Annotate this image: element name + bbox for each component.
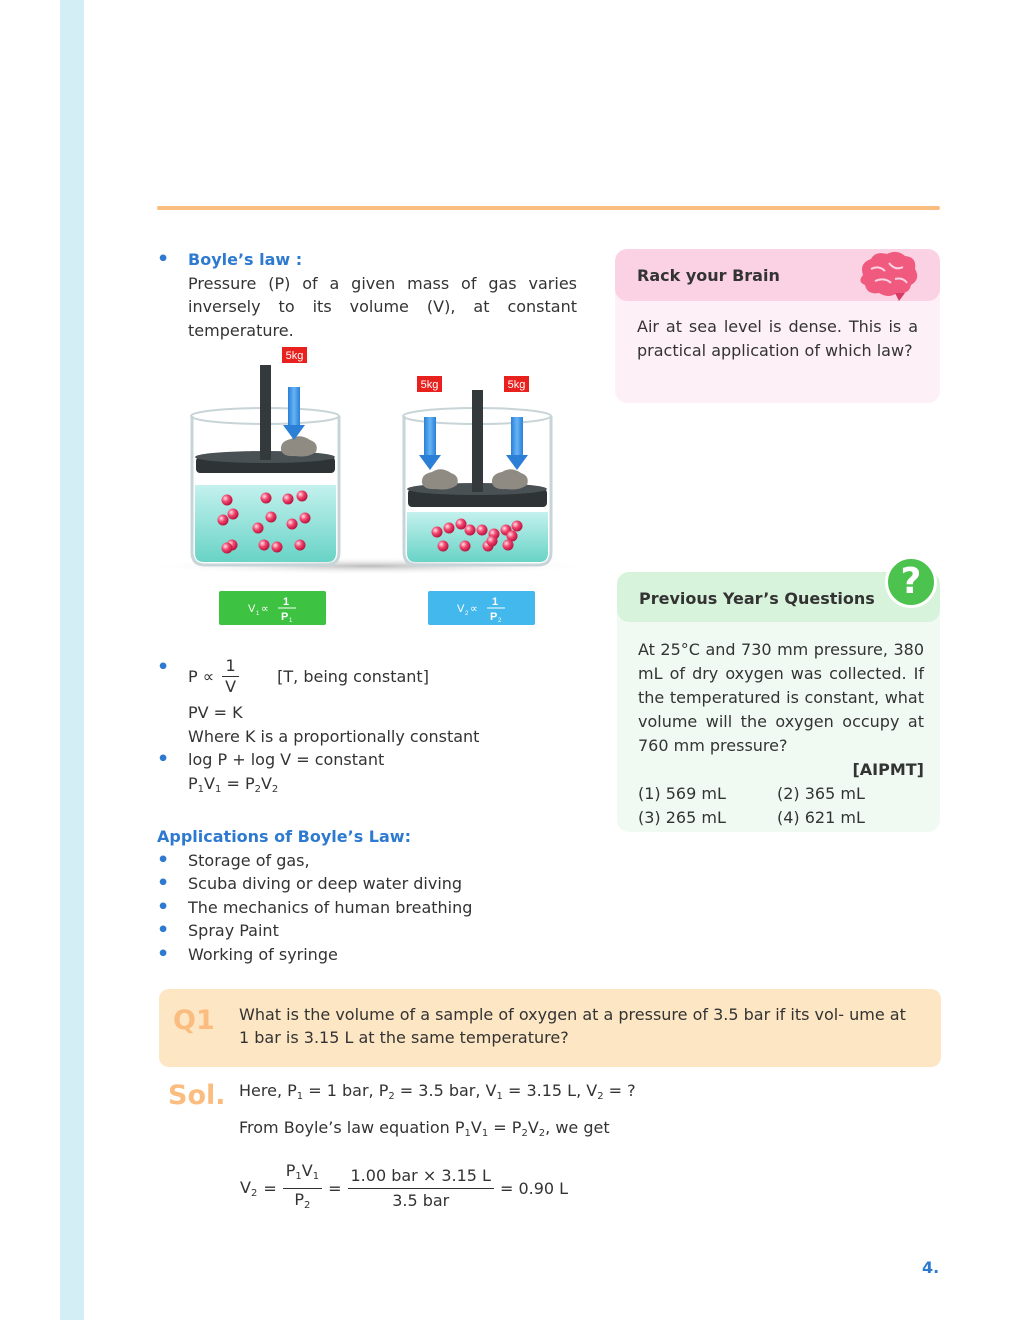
application-item: • Scuba diving or deep water diving <box>157 872 577 896</box>
pv-k-line: PV = K <box>188 703 243 722</box>
eq-sub-d: 2 <box>271 783 279 795</box>
application-item: • Working of syringe <box>157 943 577 967</box>
question-mark-glyph: ? <box>900 561 922 602</box>
solution-law <box>239 1118 610 1139</box>
p-prop-num: 1 <box>222 656 239 677</box>
stone-left <box>281 436 317 456</box>
eq-p1: P <box>188 773 198 793</box>
sol-text: Here, P <box>239 1081 297 1100</box>
sol-sub: 2 <box>538 1128 546 1139</box>
arrow-right-a-head <box>419 455 441 470</box>
sol-sub: 1 <box>481 1128 489 1139</box>
sol-text: From Boyle’s law equation P <box>239 1118 465 1137</box>
sol-text: V <box>470 1118 482 1137</box>
p-prop-den: V <box>225 677 237 696</box>
eq-lhs-sub: 2 <box>250 1188 258 1199</box>
eq-fraction-2 <box>348 1164 494 1213</box>
application-item: • Spray Paint <box>157 919 577 943</box>
stone-right-a <box>422 469 458 489</box>
sol-sub: 2 <box>388 1091 395 1102</box>
application-item: • Storage of gas, <box>157 849 577 873</box>
formula-right-den: P <box>490 611 498 623</box>
eq-f2-num: 1.00 bar × 3.15 L <box>348 1164 494 1189</box>
formula-right-prop: ∝ <box>470 602 478 615</box>
sol-sub: 1 <box>295 1171 302 1182</box>
condition-text: [T, being constant] <box>277 666 429 686</box>
brain-icon <box>855 249 921 301</box>
pyq-options <box>638 782 924 830</box>
eq-fraction-1 <box>283 1160 322 1217</box>
boyles-law-bullet <box>157 248 577 342</box>
p1v1-equation <box>157 772 577 802</box>
eq-f1-num <box>283 1160 322 1189</box>
page-number: 4. <box>922 1258 940 1277</box>
sol-text: P <box>285 1161 296 1180</box>
sol-text: P <box>294 1190 305 1209</box>
sol-sub: 1 <box>312 1171 320 1182</box>
proportionality-bullet <box>157 656 577 697</box>
arrow-right-b-shaft <box>511 417 523 457</box>
weight-label-left: 5kg <box>285 350 304 362</box>
rack-your-brain-header <box>615 249 940 301</box>
boyles-law-heading: • Boyle’s law : <box>188 250 303 269</box>
eq-equals: = <box>263 1179 277 1198</box>
where-k-line: Where K is a proportionally constant <box>188 726 480 746</box>
formula-right-sub: 2 <box>465 611 469 617</box>
pyq-option: (4) 621 mL <box>777 808 865 827</box>
relations-section <box>157 656 577 801</box>
formula-label-right <box>428 591 535 625</box>
applications-section <box>157 825 577 966</box>
eq-sub-b: 1 <box>214 783 222 795</box>
previous-year-questions-box <box>617 572 940 832</box>
stone-right-b <box>492 469 528 489</box>
pyq-title: Previous Year’s Questions <box>639 589 875 608</box>
sol-sub: 1 <box>296 1091 304 1102</box>
pyq-body <box>617 622 940 830</box>
boyles-law-section <box>157 248 577 342</box>
pyq-option: (1) 569 mL <box>638 784 726 803</box>
eq-sub-a: 1 <box>197 783 205 795</box>
rack-your-brain-title: Rack your Brain <box>637 266 780 285</box>
sol-text: = 3.5 bar, V <box>394 1081 497 1100</box>
pyq-option: (3) 265 mL <box>638 808 726 827</box>
question-box <box>159 989 941 1067</box>
boyles-law-definition: Pressure (P) of a given mass of gas varies inversely to its volume (V), at constant temperature. <box>188 273 577 340</box>
solution-label: Sol. <box>168 1080 226 1111</box>
question-label: Q1 <box>173 1005 215 1036</box>
sol-text: V <box>527 1118 539 1137</box>
sol-sub: 1 <box>496 1091 503 1102</box>
p-prop-text: • P ∝ <box>188 666 215 686</box>
boyles-law-figure <box>140 340 600 635</box>
sol-text: = 1 bar, P <box>303 1081 389 1100</box>
log-bullet: • log P + log V = constant <box>157 748 577 772</box>
formula-right-lhs: V <box>457 603 465 615</box>
eq-f2-den: 3.5 bar <box>392 1191 450 1210</box>
formula-label-right-bg <box>428 591 535 625</box>
beaker-right <box>403 376 551 565</box>
water-right <box>407 512 548 562</box>
solution-given <box>239 1081 636 1102</box>
arrow-right-b-head <box>506 455 528 470</box>
header-rule <box>157 206 940 210</box>
eq-result: = 0.90 L <box>499 1179 569 1198</box>
formula-left-prop: ∝ <box>261 602 269 615</box>
sol-sub: 1 <box>464 1128 471 1139</box>
formula-right-den-sub: 2 <box>498 618 502 624</box>
formula-label-left-bg <box>219 591 326 625</box>
question-text: What is the volume of a sample of oxygen at a pressure of 3.5 bar if its vol- ume at 1 bar is 3.15 L at the same temperature? <box>239 1005 906 1047</box>
sol-text: = 3.15 L, V <box>502 1081 598 1100</box>
pyq-source: [AIPMT] <box>852 760 924 779</box>
sol-text: V <box>301 1161 313 1180</box>
formula-left-num: 1 <box>283 596 290 608</box>
eq-f1-den <box>283 1189 322 1217</box>
pyq-question: At 25°C and 730 mm pressure, 380 mL of dry oxygen was collected. If the temperatured is constant, what volume will the oxygen occupy at 760 mm pressure? <box>638 640 924 755</box>
formula-right-num: 1 <box>492 596 499 608</box>
question-mark-icon <box>885 556 937 608</box>
sol-text: = ? <box>603 1081 636 1100</box>
weight-label-right-b: 5kg <box>507 379 526 391</box>
formula-left-den: P <box>281 611 289 623</box>
side-strip <box>60 0 84 1320</box>
weight-label-right-a: 5kg <box>420 379 439 391</box>
rack-your-brain-box <box>615 249 940 403</box>
eq-v2: V <box>260 773 272 793</box>
sol-sub: 2 <box>597 1091 604 1102</box>
sol-text: , we get <box>545 1118 610 1137</box>
arrow-right-a-shaft <box>424 417 436 457</box>
sol-sub: 2 <box>304 1200 311 1211</box>
rod-left <box>260 365 271 460</box>
formula-left-den-sub: 1 <box>289 618 293 624</box>
p-prop-fraction <box>222 656 239 697</box>
eq-sub-c: 2 <box>254 783 261 795</box>
eq-lhs-v: V <box>240 1178 251 1197</box>
rack-your-brain-text: Air at sea level is dense. This is a practical application of which law? <box>637 317 918 360</box>
eq-lhs <box>240 1178 257 1199</box>
formula-left-sub: 1 <box>256 611 260 617</box>
applications-heading: Applications of Boyle’s Law: <box>157 827 411 846</box>
sol-text: = P <box>488 1118 522 1137</box>
rod-right <box>472 390 483 492</box>
beaker-left <box>191 347 339 565</box>
arrow-left-shaft <box>288 387 300 427</box>
solution-equation <box>240 1160 568 1217</box>
formula-left-lhs: V <box>248 603 256 615</box>
eq-v1: V <box>204 773 215 793</box>
pyq-option: (2) 365 mL <box>777 784 865 803</box>
eq-mid: = P <box>221 773 255 793</box>
sol-sub: 2 <box>521 1128 528 1139</box>
eq-equals: = <box>328 1179 342 1198</box>
formula-label-left <box>219 591 326 625</box>
application-item: • The mechanics of human breathing <box>157 896 577 920</box>
